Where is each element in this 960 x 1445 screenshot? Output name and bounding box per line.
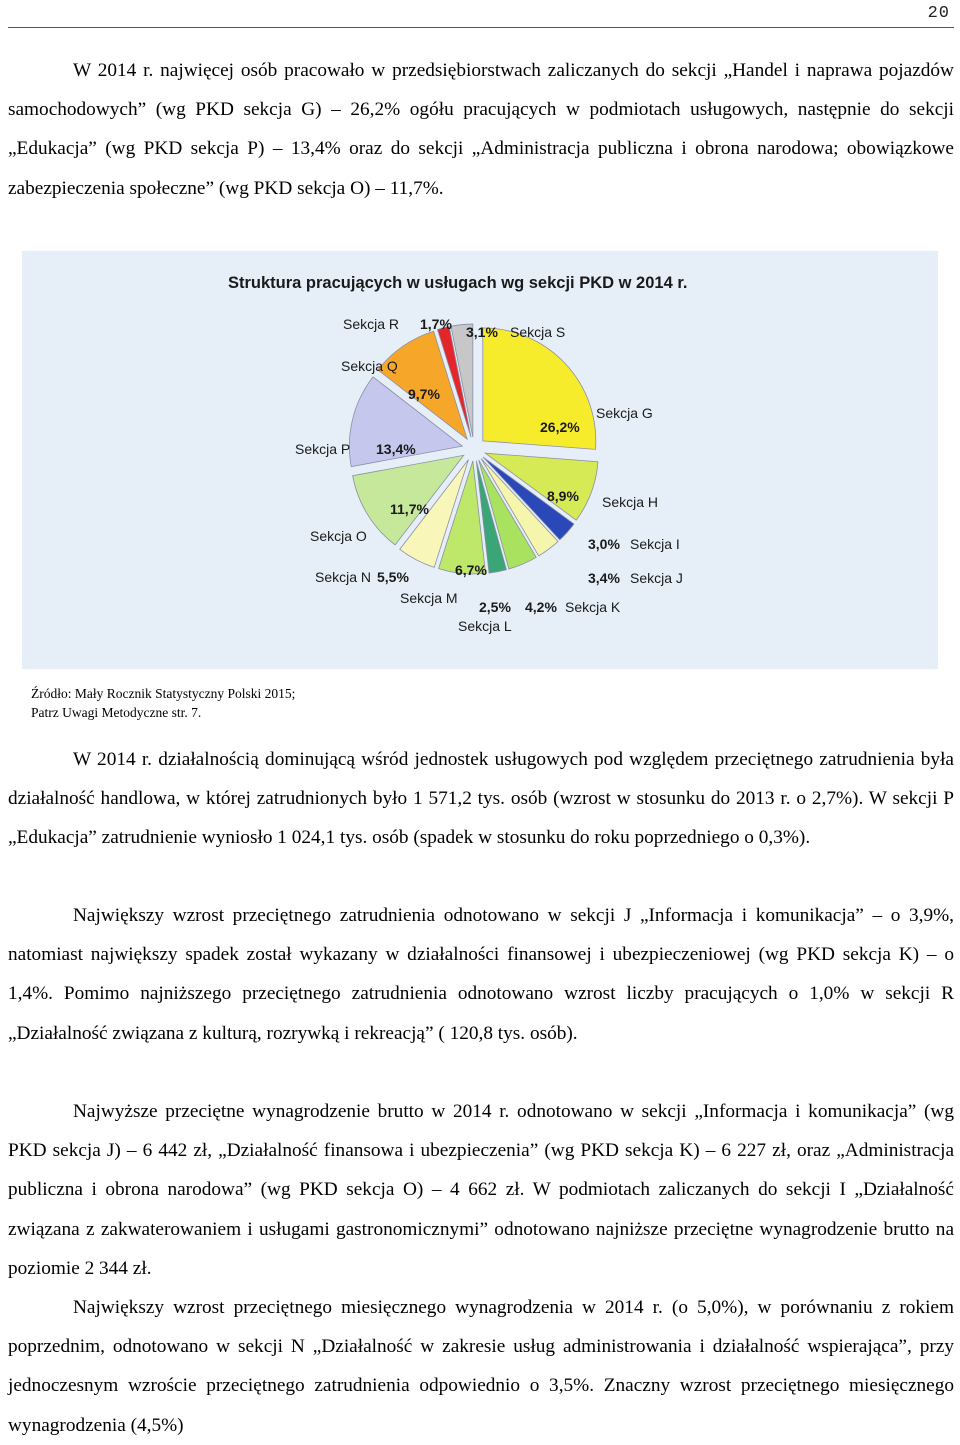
slice-label-sekcja-m: Sekcja M [400,590,458,606]
slice-value-sekcja-q: 9,7% [408,386,440,402]
paragraph-1: W 2014 r. najwięcej osób pracowało w przedsiębiorstwach zaliczanych do sekcji „Handel i naprawa pojazdów samochodowych” (wg PKD sekcja G) – 26,2% ogółu pracujących w podmiotach usługowych, następnie do sekcji „Edukacja” (wg PKD sekcja P) – 13,4% oraz do sekcji „Administracja publiczna i obrona narodowa; obowiązkowe zabezpieczenia społeczne” (wg PKD sekcja O) – 11,7%. [8,60,954,199]
slice-label-sekcja-s: Sekcja S [510,324,566,340]
slice-value-sekcja-h: 8,9% [547,488,579,504]
header-rule [8,27,954,28]
paragraph-2: W 2014 r. działalnością dominującą wśród jednostek usługowych pod względem przeciętnego zatrudnienia była działalność handlowa, w której zatrudnionych było 1 571,2 tys. osób (wzrost w stosunku do 2013 r. o 2,7%). W sekcji P „Edukacja” zatrudnienie wyniosło 1 024,1 tys. osób (spadek w stosunku do roku poprzedniego o 0,3%). [8,749,954,849]
chart-title: Struktura pracujących w usługach wg sekcji PKD w 2014 r. [228,274,688,292]
slice-value-sekcja-g: 26,2% [540,419,580,435]
paragraph-3: Największy wzrost przeciętnego zatrudnienia odnotowano w sekcji J „Informacja i komunikacja” – o 3,9%, natomiast największy spadek został wykazany w działalności finansowej i ubezpieczeniowej (wg PKD sekcja K) – o 1,4%. Pomimo najniższego przeciętnego zatrudnienia odnotowano wzrost liczby pracujących o 1,0% w sekcji R „Działalność związana z kulturą, rozrywką i rekreacją” ( 120,8 tys. osób). [8,905,954,1044]
slice-label-sekcja-r: Sekcja R [343,316,400,332]
slice-label-sekcja-l: Sekcja L [458,618,512,634]
slice-value-sekcja-r: 1,7% [420,316,452,332]
paragraph-4: Najwyższe przeciętne wynagrodzenie brutto w 2014 r. odnotowano w sekcji „Informacja i komunikacja” (wg PKD sekcja J) – 6 442 zł, „Działalność finansowa i ubezpieczenia” (wg PKD sekcja K) – 6 227 zł, oraz „Administracja publiczna i obrona narodowa” (wg PKD sekcja O) – 4 662 zł. W podmiotach zaliczanych do sekcji I „Działalność związana z zakwaterowaniem i usługami gastronomicznymi” odnotowano najniższe przeciętne wynagrodzenie brutto na poziomie 2 344 zł. [8,1101,954,1279]
source-line-2: Patrz Uwagi Metodyczne str. 7. [31,705,202,720]
slice-label-sekcja-o: Sekcja O [310,528,367,544]
slice-value-sekcja-n: 5,5% [377,569,409,585]
slice-value-sekcja-p: 13,4% [376,441,416,457]
slice-label-sekcja-j: Sekcja J [630,570,683,586]
slice-value-sekcja-o: 11,7% [390,501,429,517]
slice-label-sekcja-q: Sekcja Q [341,358,398,374]
page-number: 20 [927,4,950,23]
slice-value-sekcja-k: 4,2% [525,599,557,615]
slice-label-sekcja-n: Sekcja N [315,569,372,585]
slice-value-sekcja-i: 3,0% [588,536,620,552]
slice-label-sekcja-p: Sekcja P [295,441,351,457]
pie-chart-figure [22,251,938,669]
slice-value-sekcja-m: 6,7% [455,562,487,578]
slice-label-sekcja-i: Sekcja I [630,536,680,552]
pie-chart [22,251,938,669]
slice-value-sekcja-s: 3,1% [466,324,498,340]
figure-source [31,684,295,722]
slice-label-sekcja-k: Sekcja K [565,599,621,615]
slice-value-sekcja-l: 2,5% [479,599,511,615]
slice-label-sekcja-h: Sekcja H [602,494,659,510]
source-line-1: Źródło: Mały Rocznik Statystyczny Polski 2015; [31,686,296,701]
slice-label-sekcja-g: Sekcja G [596,405,653,421]
slice-value-sekcja-j: 3,4% [588,570,620,586]
paragraph-5: Największy wzrost przeciętnego miesięcznego wynagrodzenia w 2014 r. (o 5,0%), w porównaniu z rokiem poprzednim, odnotowano w sekcji N „Działalność w zakresie usług administrowania i działalność wspierająca”, przy jednoczesnym wzroście przeciętnego zatrudnienia odpowiednio o 3,5%. Znaczny wzrost przeciętnego miesięcznego wynagrodzenia (4,5%) [8,1297,954,1436]
